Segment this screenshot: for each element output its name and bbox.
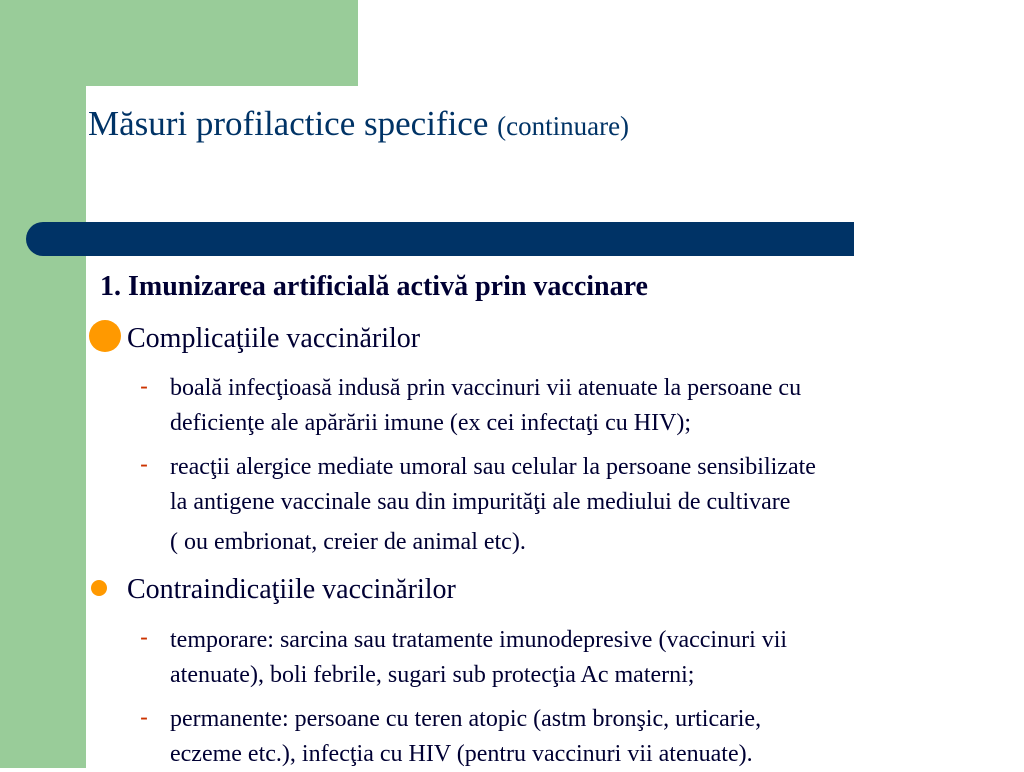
bullet-contraindicatii: Contraindicaţiile vaccinărilor — [127, 574, 456, 605]
subitem-temporare — [170, 623, 787, 693]
slide-title — [88, 104, 629, 144]
subitem-line: deficienţe ale apărării imune (ex cei infectaţi cu HIV); — [170, 410, 692, 436]
section-heading: 1. Imunizarea artificială activă prin vaccinare — [100, 271, 648, 302]
subitem-line: boală infecţioasă indusă prin vaccinuri vii atenuate la persoane cu — [170, 375, 802, 401]
subitem-line: eczeme etc.), infecţia cu HIV (pentru vaccinuri vii atenuate). — [170, 741, 753, 767]
dash-bullet-icon: - — [140, 704, 148, 731]
slide-title-main: Măsuri profilactice specifice — [88, 104, 489, 143]
subitem-line: atenuate), boli febrile, sugari sub protecţia Ac materni; — [170, 662, 695, 688]
orange-bullet-icon — [89, 320, 121, 352]
dash-bullet-icon: - — [140, 373, 148, 400]
subitem-continuation: ( ou embrionat, creier de animal etc). — [170, 529, 526, 555]
slide-title-suffix: (continuare) — [497, 111, 630, 141]
bullet-complicatii: Complicaţiile vaccinărilor — [127, 323, 421, 354]
dash-bullet-icon: - — [140, 451, 148, 478]
dash-bullet-icon: - — [140, 624, 148, 651]
subitem-line: reacţii alergice mediate umoral sau celular la persoane sensibilizate — [170, 454, 816, 480]
subitem-boala-infectioasa — [170, 371, 801, 441]
subitem-reactii-alergice — [170, 450, 816, 520]
orange-bullet-icon — [91, 580, 107, 596]
decorative-green-strip-left — [0, 86, 86, 768]
subitem-line: temporare: sarcina sau tratamente imunodepresive (vaccinuri vii — [170, 627, 788, 653]
subitem-permanente — [170, 702, 761, 772]
decorative-green-block-top — [0, 0, 358, 86]
subitem-line: permanente: persoane cu teren atopic (astm bronşic, urticarie, — [170, 706, 762, 732]
subitem-line: la antigene vaccinale sau din impurităţi ale mediului de cultivare — [170, 489, 791, 515]
title-divider-bar — [26, 222, 854, 256]
